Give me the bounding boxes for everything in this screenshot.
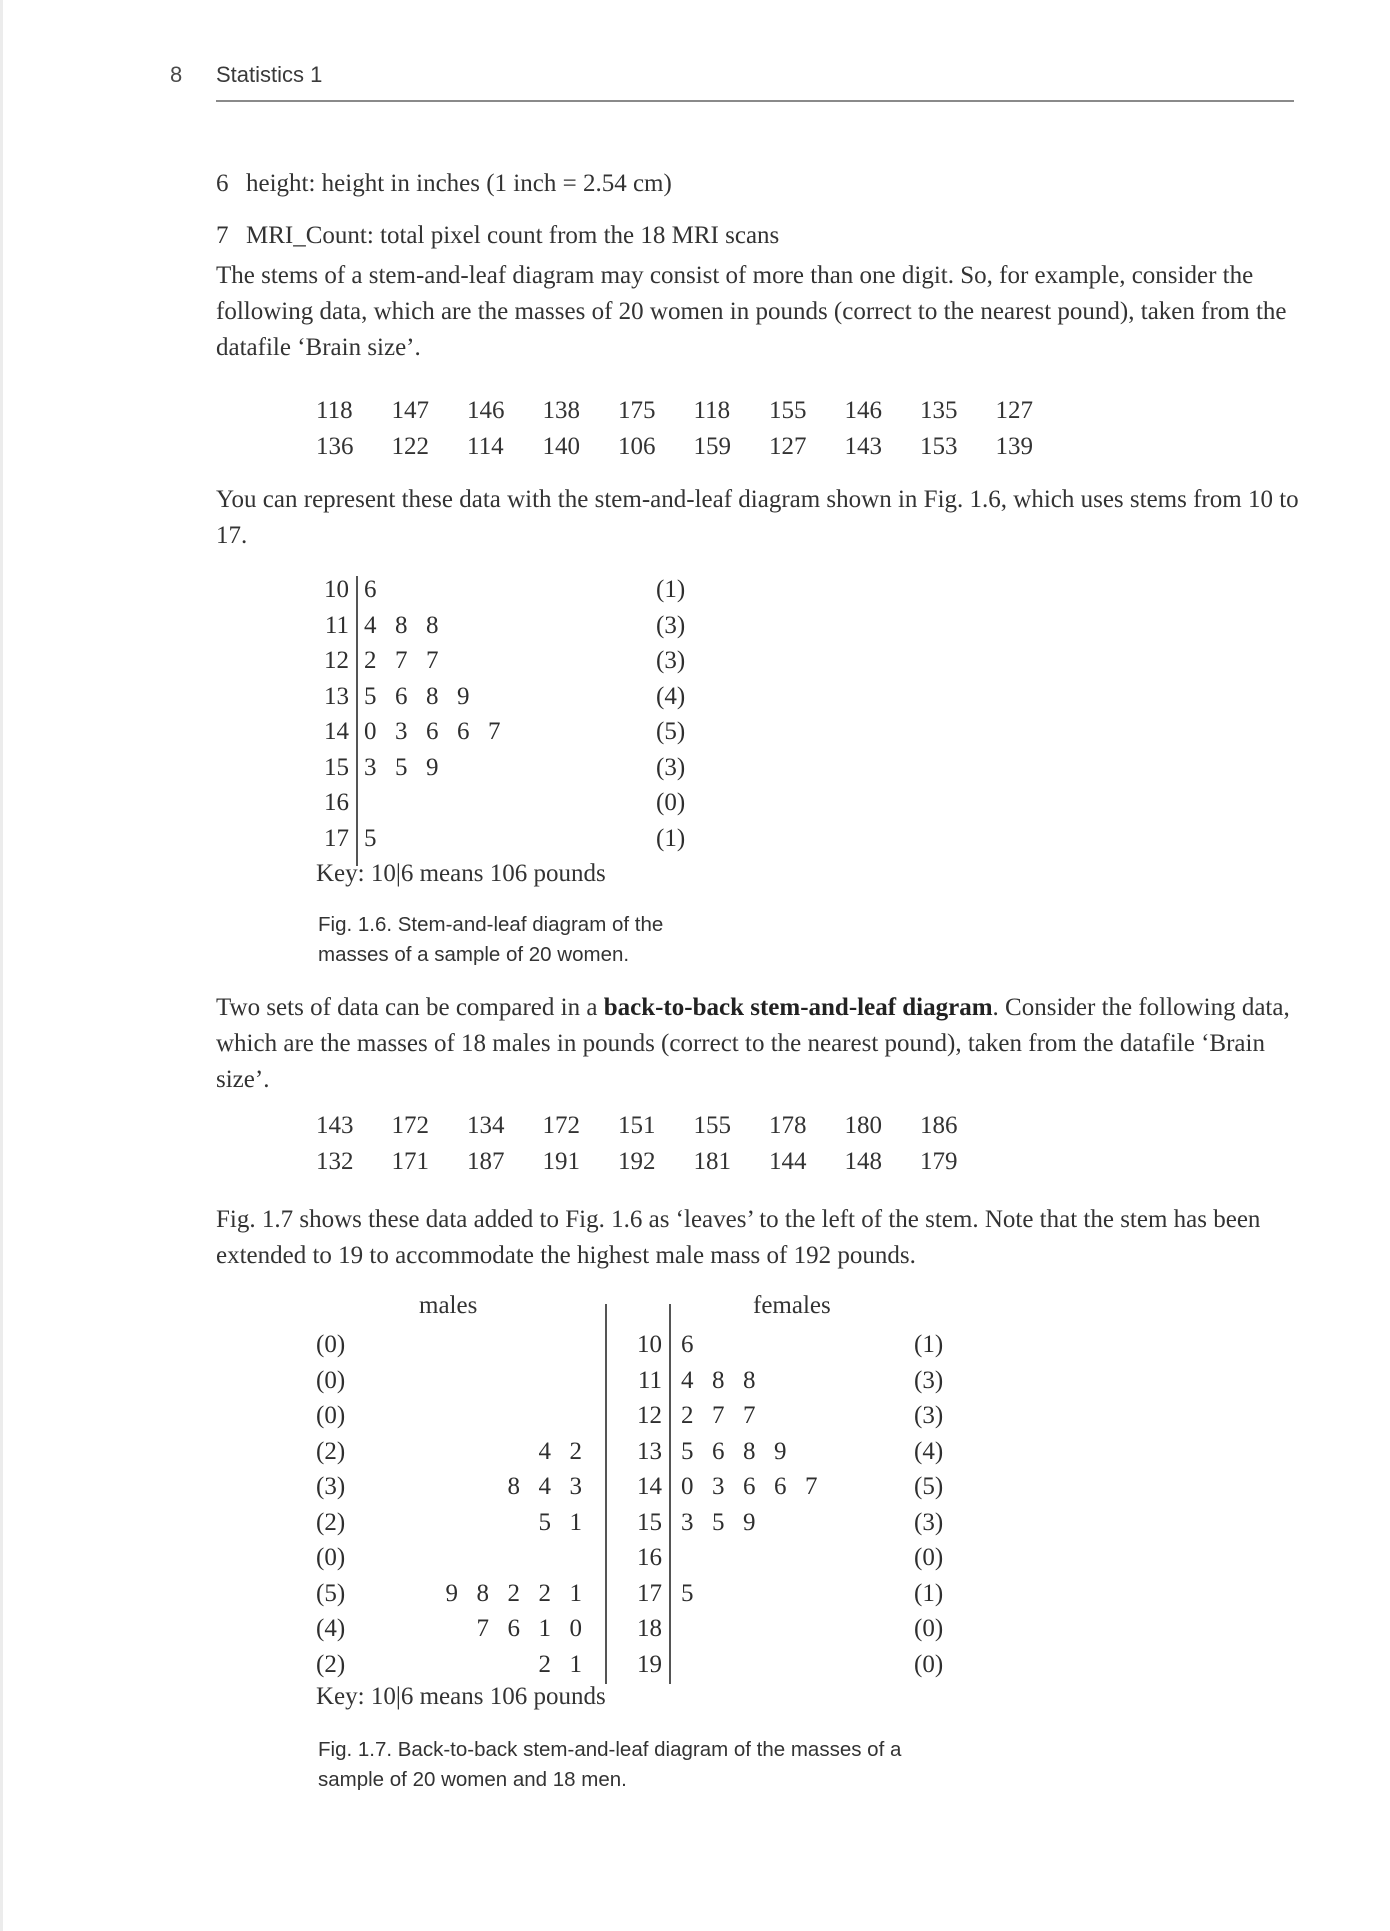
leaf-value: 7 [488,718,501,745]
female-leaves [681,1398,774,1434]
running-head: Statistics 1 [216,62,323,87]
female-leaf-value: 9 [774,1437,787,1465]
data-value: 147 [391,397,429,424]
data-value: 172 [542,1112,580,1139]
frequency-count: (1) [656,824,686,852]
male-data-row-1 [316,1112,996,1140]
male-leaf-value: 1 [538,1615,551,1642]
data-value: 155 [769,397,807,424]
males-label: males [419,1292,478,1319]
leaves [364,750,457,786]
leaf-value: 0 [364,718,377,745]
male-leaf-value: 1 [569,1508,582,1536]
fig17-back-to-back-diagram [316,1280,956,1680]
paragraph-back-to-back [216,990,1306,1098]
leaf-value: 2 [364,647,377,674]
data-value: 143 [316,1112,354,1139]
back-to-back-row [316,1611,956,1647]
male-leaves [520,1505,582,1541]
male-frequency-count: (5) [316,1579,346,1607]
paragraph-text: . Consider the following data, which are the masses of 18 males in pounds (correct to the nearest pound), taken from the datafile ‘Brain size’. [216,994,1290,1093]
male-leaf-value: 8 [476,1579,489,1607]
fig16-caption [318,910,663,970]
back-to-back-row [316,1647,956,1683]
data-value: 118 [316,397,353,424]
female-leaf-value: 4 [681,1366,694,1394]
stem-value: 17 [637,1579,662,1607]
female-leaves [681,1576,712,1612]
fig17-caption-line1: Fig. 1.7. Back-to-back stem-and-leaf diagram of the masses of a [318,1738,902,1761]
stem-leaf-row [316,572,696,608]
list-item-number: 6 [216,170,229,197]
female-leaves [681,1505,774,1541]
male-leaf-value: 0 [569,1615,582,1642]
female-leaf-value: 9 [743,1508,756,1536]
male-leaf-value: 2 [538,1579,551,1607]
female-leaf-value: 3 [712,1473,725,1500]
male-leaves [520,1647,582,1683]
data-value: 179 [920,1148,958,1175]
stem-value: 12 [324,647,349,674]
male-leaf-value: 2 [569,1437,582,1465]
back-to-back-row [316,1469,956,1505]
data-value: 187 [467,1148,505,1175]
data-value: 159 [693,433,731,460]
stem-value: 13 [637,1437,662,1465]
data-value: 132 [316,1148,354,1175]
female-leaf-value: 5 [712,1508,725,1536]
frequency-count: (0) [656,789,686,816]
leaf-value: 8 [395,611,408,639]
data-value: 146 [844,397,882,424]
male-frequency-count: (4) [316,1615,346,1642]
male-data-row-2 [316,1148,996,1176]
leaf-value: 6 [364,576,377,603]
paragraph-fig16-intro: You can represent these data with the stem-and-leaf diagram shown in Fig. 1.6, which uses stems from 10 to 17. [216,486,1299,549]
list-item-text: MRI_Count: total pixel count from the 18 MRI scans [246,222,780,249]
female-leaf-value: 6 [681,1331,694,1358]
male-leaf-value: 3 [569,1473,582,1500]
leaf-value: 5 [364,682,377,710]
female-leaves [681,1363,774,1399]
paragraph-text: Two sets of data can be compared in a [216,994,604,1021]
male-leaf-value: 8 [507,1473,520,1500]
female-leaf-value: 5 [681,1437,694,1465]
male-leaf-value: 4 [538,1473,551,1500]
data-value: 155 [693,1112,731,1139]
data-value: 191 [542,1148,580,1175]
stem-leaf-row [316,643,696,679]
female-leaf-value: 8 [743,1366,756,1394]
female-leaf-value: 0 [681,1473,694,1500]
female-frequency-count: (5) [914,1473,944,1500]
male-frequency-count: (0) [316,1402,346,1429]
data-value: 181 [693,1148,731,1175]
back-to-back-row [316,1327,956,1363]
female-leaf-value: 6 [774,1473,787,1500]
male-leaf-value: 2 [507,1579,520,1607]
data-value: 143 [844,433,882,460]
male-leaf-value: 2 [538,1650,551,1678]
female-leaf-value: 8 [712,1366,725,1394]
male-leaves [520,1434,582,1470]
leaves [364,679,488,715]
male-leaf-value: 6 [507,1615,520,1642]
leaf-value: 3 [395,718,408,745]
leaf-value: 5 [395,753,408,781]
stem-value: 13 [324,682,349,710]
back-to-back-row [316,1505,956,1541]
stem-leaf-row [316,821,696,857]
data-value: 153 [920,433,958,460]
male-frequency-count: (2) [316,1508,346,1536]
stem-value: 18 [637,1615,662,1642]
data-value: 151 [618,1112,656,1139]
male-leaf-value: 4 [538,1437,551,1465]
back-to-back-row [316,1540,956,1576]
data-value: 144 [769,1148,807,1175]
leaf-value: 4 [364,611,377,639]
female-leaf-value: 7 [743,1402,756,1429]
stem-value: 14 [637,1473,662,1500]
list-item-text: height: height in inches (1 inch = 2.54 cm) [246,170,672,197]
female-leaf-value: 2 [681,1402,694,1429]
stem-value: 15 [637,1508,662,1536]
stem-leaf-row [316,785,696,821]
list-item-6 [216,170,672,198]
fig16-key: Key: 10|6 means 106 pounds [316,860,606,887]
female-frequency-count: (3) [914,1366,944,1394]
leaf-value: 7 [395,647,408,674]
stem-value: 19 [637,1650,662,1678]
female-leaf-value: 6 [712,1437,725,1465]
male-leaf-value: 1 [569,1579,582,1607]
stem-value: 10 [637,1331,662,1358]
data-value: 138 [542,397,580,424]
leaf-value: 9 [457,682,470,710]
leaves [364,714,519,750]
females-label: females [753,1292,831,1319]
fig16-caption-line1: Fig. 1.6. Stem-and-leaf diagram of the [318,913,664,936]
male-leaf-value: 1 [569,1650,582,1678]
data-value: 118 [693,397,731,424]
list-item-7 [216,222,779,250]
male-leaves [489,1469,582,1505]
data-value: 186 [920,1112,958,1139]
data-value: 175 [618,397,656,424]
stem-value: 16 [324,789,349,816]
data-value: 127 [995,397,1033,424]
leaves [364,821,395,857]
paragraph-fig17-intro: Fig. 1.7 shows these data added to Fig. 1.6 as ‘leaves’ to the left of the stem. Note that the stem has been extended to 19 to accommodate the highest male mass of 192 pounds. [216,1206,1261,1269]
leaves [364,572,395,608]
women-data-row-1 [316,397,1071,425]
fig16-stem-leaf-diagram [316,572,696,856]
frequency-count: (1) [656,576,686,603]
leaf-value: 9 [426,753,439,781]
data-value: 178 [769,1112,807,1139]
leaf-value: 8 [426,611,439,639]
data-value: 106 [618,433,656,460]
data-value: 192 [618,1148,656,1175]
female-leaves [681,1469,836,1505]
stem-value: 17 [324,824,349,852]
frequency-count: (5) [656,718,686,745]
leaf-value: 7 [426,647,439,674]
leaves [364,643,457,679]
stem-leaf-row [316,679,696,715]
back-to-back-row [316,1398,956,1434]
bold-term: back-to-back stem-and-leaf diagram [603,994,993,1021]
female-frequency-count: (0) [914,1615,944,1642]
fig17-caption-line2: sample of 20 women and 18 men. [318,1768,627,1791]
paragraph-intro-stems: The stems of a stem-and-leaf diagram may consist of more than one digit. So, for example, consider the following data, which are the masses of 20 women in pounds (correct to the nearest pound), taken from the datafile ‘Brain size’. [216,262,1287,361]
male-frequency-count: (2) [316,1437,346,1465]
male-frequency-count: (3) [316,1473,346,1500]
data-value: 114 [467,433,504,460]
stem-value: 15 [324,753,349,781]
stem-value: 16 [637,1544,662,1571]
female-leaf-value: 3 [681,1508,694,1536]
male-leaves [458,1611,582,1647]
data-value: 135 [920,397,958,424]
male-leaf-value: 7 [476,1615,489,1642]
female-frequency-count: (0) [914,1544,944,1571]
female-frequency-count: (3) [914,1508,944,1536]
fig17-key: Key: 10|6 means 106 pounds [316,1683,606,1710]
female-frequency-count: (3) [914,1402,944,1429]
data-value: 122 [391,433,429,460]
female-leaf-value: 7 [805,1473,818,1500]
stem-leaf-row [316,714,696,750]
female-leaf-value: 6 [743,1473,756,1500]
data-value: 180 [844,1112,882,1139]
male-frequency-count: (0) [316,1544,346,1571]
female-frequency-count: (4) [914,1437,944,1465]
frequency-count: (3) [656,647,686,674]
list-item-number: 7 [216,222,229,249]
women-data-row-2 [316,433,1071,461]
stem-value: 11 [324,611,349,639]
page-number: 8 [170,62,183,87]
leaf-value: 5 [364,824,377,852]
fig17-caption [318,1735,901,1795]
stem-leaf-row [316,608,696,644]
female-leaf-value: 8 [743,1437,756,1465]
fig16-caption-line2: masses of a sample of 20 women. [318,943,630,966]
data-value: 136 [316,433,354,460]
data-value: 146 [467,397,505,424]
back-to-back-row [316,1576,956,1612]
data-value: 127 [769,433,807,460]
stem-leaf-row [316,750,696,786]
data-value: 148 [844,1148,882,1175]
leaf-value: 3 [364,753,377,781]
data-value: 139 [995,433,1033,460]
back-to-back-row [316,1434,956,1470]
male-leaf-value: 9 [445,1579,458,1607]
stem-value: 11 [637,1366,662,1394]
frequency-count: (4) [656,682,686,710]
leaf-value: 6 [426,718,439,745]
stem-value: 14 [324,718,349,745]
data-value: 172 [391,1112,429,1139]
data-value: 171 [391,1148,429,1175]
page-edge [0,0,3,1931]
female-frequency-count: (1) [914,1579,944,1607]
male-leaf-value: 5 [538,1508,551,1536]
leaves [364,608,457,644]
male-frequency-count: (2) [316,1650,346,1678]
stem-value: 12 [637,1402,662,1429]
data-value: 134 [467,1112,505,1139]
male-frequency-count: (0) [316,1366,346,1394]
header-rule [216,100,1294,102]
frequency-count: (3) [656,753,686,781]
back-to-back-row [316,1363,956,1399]
leaf-value: 8 [426,682,439,710]
data-value: 140 [542,433,580,460]
stem-value: 10 [324,576,349,603]
female-leaf-value: 7 [712,1402,725,1429]
frequency-count: (3) [656,611,686,639]
female-frequency-count: (1) [914,1331,944,1358]
leaf-value: 6 [395,682,408,710]
leaf-value: 6 [457,718,470,745]
female-leaf-value: 5 [681,1579,694,1607]
male-frequency-count: (0) [316,1331,346,1358]
female-leaves [681,1434,805,1470]
female-frequency-count: (0) [914,1650,944,1678]
male-leaves [427,1576,582,1612]
female-leaves [681,1327,712,1363]
